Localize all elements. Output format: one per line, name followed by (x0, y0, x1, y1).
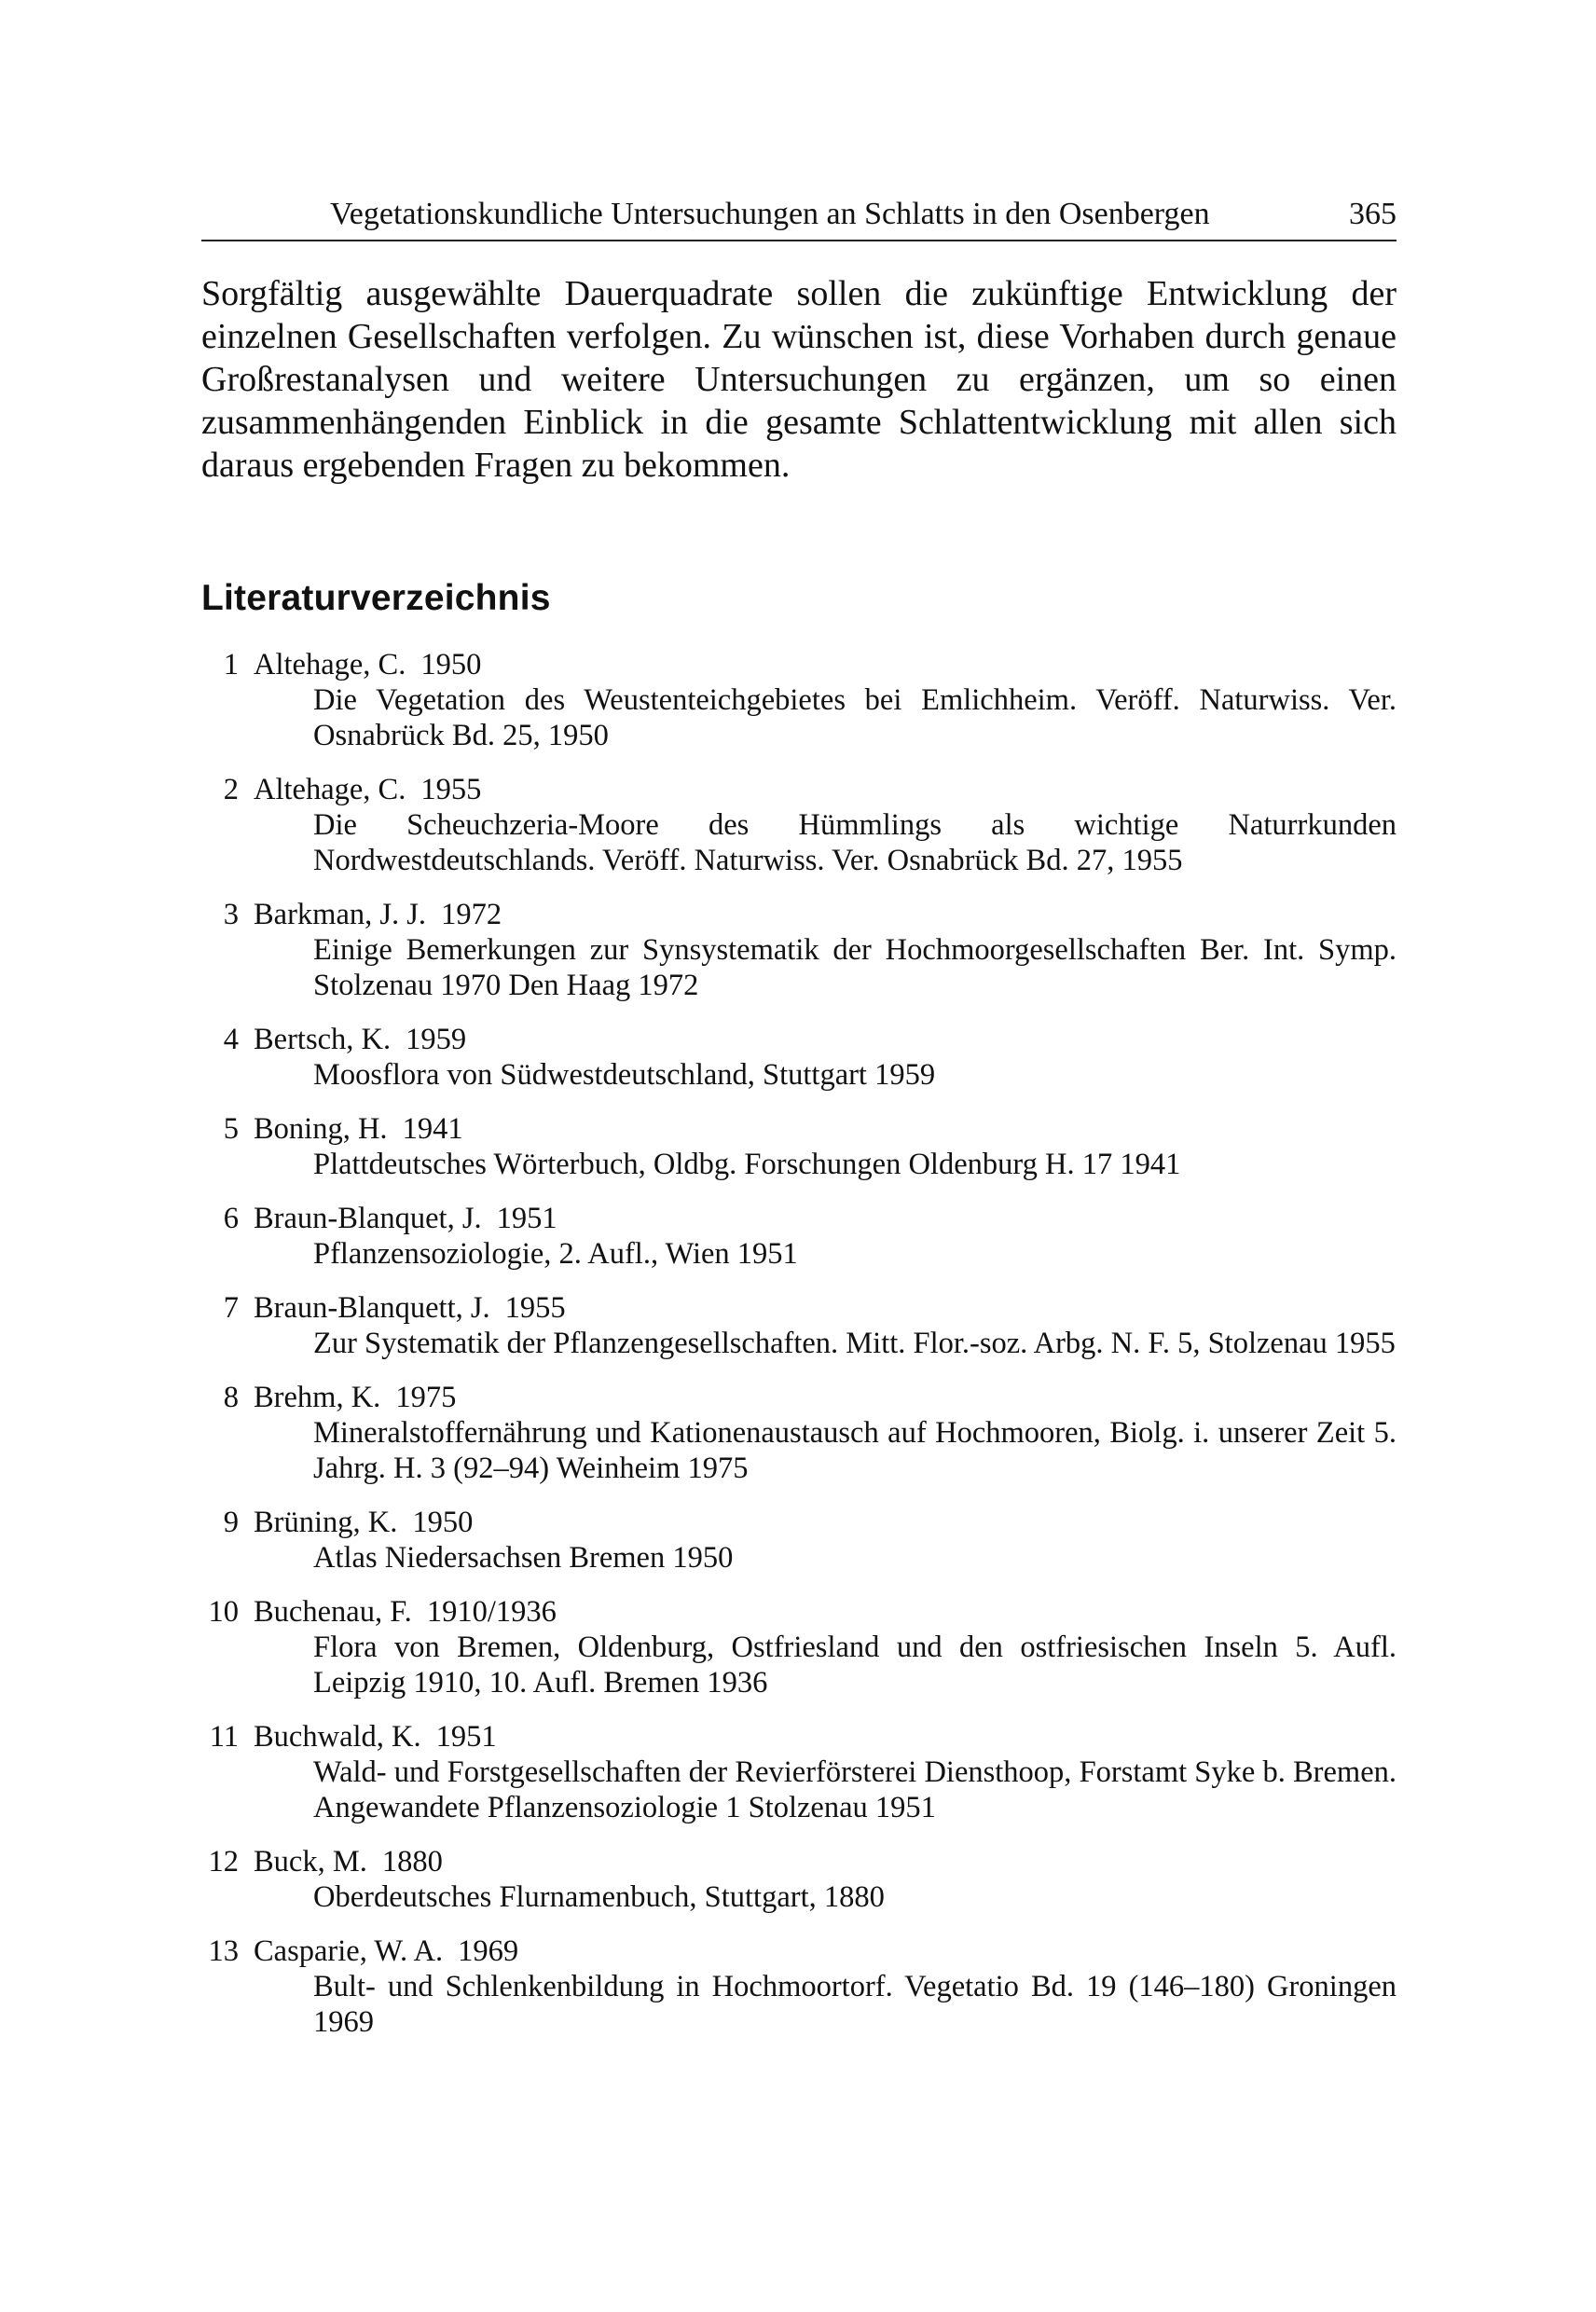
reference-author: Altehage, C. (254, 773, 406, 806)
reference-year: 1972 (441, 898, 502, 931)
reference-year: 1959 (406, 1023, 467, 1056)
reference-item (201, 1022, 1396, 1093)
reference-item (201, 897, 1396, 1003)
reference-number: 5 (223, 1112, 239, 1146)
reference-header (201, 1934, 1396, 1969)
reference-header (201, 1505, 1396, 1540)
reference-number: 10 (208, 1595, 239, 1629)
reference-item (201, 1719, 1396, 1825)
reference-author: Buchenau, F. (254, 1595, 412, 1629)
reference-author: Bertsch, K. (254, 1023, 392, 1056)
reference-number: 9 (223, 1506, 239, 1539)
reference-header (201, 1380, 1396, 1415)
reference-number: 8 (223, 1381, 239, 1414)
reference-year: 1880 (381, 1845, 443, 1878)
reference-number: 6 (223, 1202, 239, 1235)
reference-text: Mineralstoffernährung und Kationenaustausch auf Hochmooren, Biolg. i. unserer Zeit 5. Jahrg. H. 3 (92–94) Weinheim 1975 (313, 1416, 1396, 1485)
running-head (201, 191, 1396, 241)
reference-author: Boning, H. (254, 1112, 388, 1146)
reference-text: Zur Systematik der Pflanzengesellschaften. Mitt. Flor.-soz. Arbg. N. F. 5, Stolzenau 1955 (313, 1327, 1396, 1360)
reference-year: 1969 (458, 1934, 519, 1968)
reference-text: Die Vegetation des Weustenteichgebietes bei Emlichheim. Veröff. Naturwiss. Ver. Osnabrück Bd. 25, 1950 (313, 683, 1396, 752)
document-page (201, 0, 1396, 2312)
reference-header (201, 1290, 1396, 1326)
reference-item (201, 647, 1396, 753)
reference-text: Plattdeutsches Wörterbuch, Oldbg. Forschungen Oldenburg H. 17 1941 (313, 1148, 1181, 1181)
reference-number: 7 (223, 1291, 239, 1325)
reference-number: 3 (223, 898, 239, 931)
reference-header (201, 772, 1396, 807)
reference-item (201, 1380, 1396, 1486)
reference-header (201, 1111, 1396, 1147)
reference-year: 1941 (402, 1112, 463, 1146)
reference-item (201, 772, 1396, 878)
reference-year: 1950 (420, 648, 482, 681)
reference-author: Braun-Blanquett, J. (254, 1291, 490, 1325)
reference-item (201, 1111, 1396, 1182)
reference-author: Buck, M. (254, 1845, 367, 1878)
reference-number: 11 (209, 1720, 239, 1754)
reference-number: 13 (208, 1934, 239, 1968)
reference-year: 1910/1936 (426, 1595, 557, 1629)
reference-number: 2 (223, 773, 239, 806)
reference-year: 1950 (412, 1506, 474, 1539)
running-head-title: Vegetationskundliche Untersuchungen an Schlatts in den Osenbergen (330, 197, 1210, 231)
reference-text: Einige Bemerkungen zur Synsystematik der Hochmoorgesellschaften Ber. Int. Symp. Stolzenau 1970 Den Haag 1972 (313, 933, 1396, 1002)
reference-year: 1951 (435, 1720, 497, 1754)
reference-text: Bult- und Schlenkenbildung in Hochmoortorf. Vegetatio Bd. 19 (146–180) Groningen 1969 (313, 1970, 1396, 2039)
reference-text: Flora von Bremen, Oldenburg, Ostfriesland und den ostfriesischen Inseln 5. Aufl. Leipzig 1910, 10. Aufl. Bremen 1936 (313, 1631, 1396, 1700)
reference-author: Casparie, W. A. (254, 1934, 444, 1968)
reference-header (201, 1719, 1396, 1755)
reference-number: 12 (208, 1845, 239, 1878)
reference-author: Altehage, C. (254, 648, 406, 681)
reference-author: Buchwald, K. (254, 1720, 421, 1754)
reference-item (201, 1290, 1396, 1361)
reference-author: Brüning, K. (254, 1506, 398, 1539)
reference-text: Wald- und Forstgesellschaften der Revierförsterei Diensthoop, Forstamt Syke b. Bremen. Angewandete Pflanzensoziologie 1 Stolzenau 1951 (313, 1755, 1396, 1824)
reference-header (201, 1844, 1396, 1879)
reference-item (201, 1844, 1396, 1915)
reference-year: 1951 (496, 1202, 557, 1235)
page-number: 365 (1349, 197, 1396, 231)
reference-year: 1955 (420, 773, 482, 806)
intro-paragraph: Sorgfältig ausgewählte Dauerquadrate sollen die zukünftige Entwicklung der einzelnen Gesellschaften verfolgen. Zu wünschen ist, diese Vorhaben durch genaue Großrestanalysen und weitere Untersuchungen zu ergänzen, um so einen zusammenhängenden Einblick in die gesamte Schlattentwicklung mit allen sich daraus ergebenden Fragen zu bekommen. (201, 274, 1396, 485)
reference-text: Atlas Niedersachsen Bremen 1950 (313, 1541, 734, 1575)
reference-item (201, 1505, 1396, 1576)
reference-author: Braun-Blanquet, J. (254, 1202, 482, 1235)
reference-item (201, 1594, 1396, 1700)
reference-year: 1955 (504, 1291, 566, 1325)
reference-header (201, 1022, 1396, 1057)
reference-author: Brehm, K. (254, 1381, 381, 1414)
reference-text: Pflanzensoziologie, 2. Aufl., Wien 1951 (313, 1237, 798, 1271)
reference-item (201, 1934, 1396, 2040)
reference-item (201, 1201, 1396, 1272)
reference-year: 1975 (395, 1381, 457, 1414)
reference-header (201, 897, 1396, 932)
reference-number: 1 (223, 648, 239, 681)
reference-text: Oberdeutsches Flurnamenbuch, Stuttgart, 1880 (313, 1880, 885, 1914)
reference-header (201, 647, 1396, 682)
reference-list (201, 647, 1396, 2058)
section-heading: Literaturverzeichnis (201, 578, 551, 618)
reference-text: Moosflora von Südwestdeutschland, Stuttgart 1959 (313, 1058, 936, 1092)
reference-header (201, 1201, 1396, 1236)
reference-header (201, 1594, 1396, 1630)
reference-number: 4 (223, 1023, 239, 1056)
reference-text: Die Scheuchzeria-Moore des Hümmlings als wichtige Naturrkunden Nordwestdeutschlands. Veröff. Naturwiss. Ver. Osnabrück Bd. 27, 1955 (313, 808, 1396, 877)
reference-author: Barkman, J. J. (254, 898, 427, 931)
